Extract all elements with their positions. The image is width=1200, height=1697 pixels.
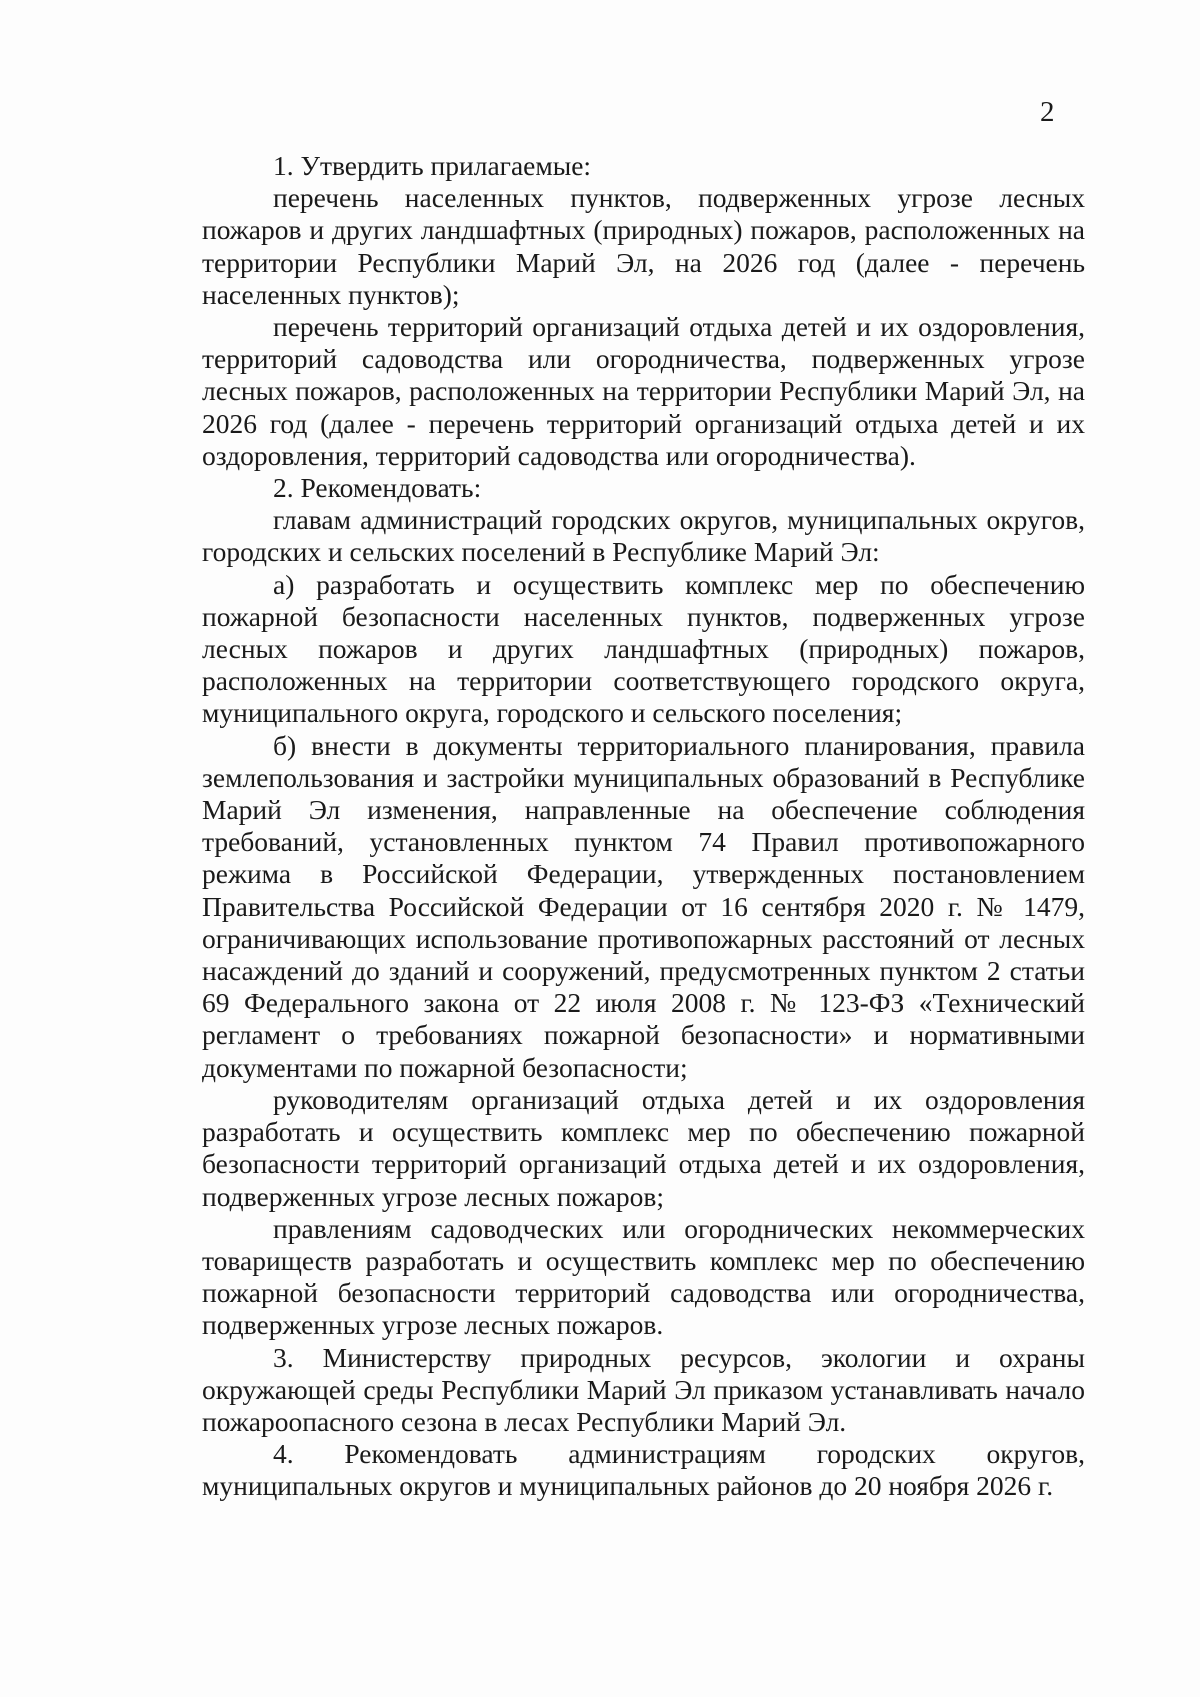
document-body [202, 150, 1085, 1503]
paragraph-heads-of-administrations: главам администраций городских округов, муниципальных округов, городских и сельских поселений в Республике Марий Эл: [202, 504, 1085, 568]
paragraph-recommend: 2. Рекомендовать: [273, 472, 482, 504]
paragraph-ministry: 3. Министерству природных ресурсов, экологии и охраны окружающей среды Республики Марий Эл приказом устанавливать начало пожароопасного сезона в лесах Республики Марий Эл. [202, 1341, 1085, 1437]
paragraph-children-organizations: руководителям организаций отдыха детей и их оздоровления разработать и осуществить комплекс мер по обеспечению пожарной безопасности территорий организаций отдыха детей и их оздоровления, подверженных угрозе лесных пожаров; [202, 1083, 1085, 1212]
paragraph-recommend-administrations: 4. Рекомендовать администрациям городских округов, муниципальных округов и муниципальных районов до 20 ноября 2026 г. [202, 1438, 1085, 1502]
paragraph-settlements-list: перечень населенных пунктов, подверженных угрозе лесных пожаров и других ландшафтных (природных) пожаров, расположенных на территории Республики Марий Эл, на 2026 год (далее - перечень населенных пунктов); [202, 182, 1085, 310]
paragraph-item-a: а) разработать и осуществить комплекс мер по обеспечению пожарной безопасности населенных пунктов, подверженных угрозе лесных пожаров и других ландшафтных (природных) пожаров, расположенных на территории соответствующего городского округа, муниципального округа, городского и сельского поселения; [202, 568, 1085, 729]
paragraph-territories-list: перечень территорий организаций отдыха детей и их оздоровления, территорий садоводства или огородничества, подверженных угрозе лесных пожаров, расположенных на территории Республики Марий Эл, на 2026 год (далее - перечень территорий организаций отдыха детей и их оздоровления, территорий садоводства или огородничества). [202, 311, 1085, 471]
page-number: 2 [1040, 96, 1055, 128]
paragraph-gardening-partnerships: правлениям садоводческих или огороднических некоммерческих товариществ разработать и осуществить комплекс мер по обеспечению пожарной безопасности территорий садоводства или огородничества, подверженных угрозе лесных пожаров. [202, 1212, 1085, 1341]
paragraph-approve: 1. Утвердить прилагаемые: [273, 150, 592, 181]
paragraph-item-b: б) внести в документы территориального планирования, правила землепользования и застройки муниципальных образований в Республике Марий Эл изменения, направленные на обеспечение соблюдения требований, установленных пунктом 74 Правил противопожарного режима в Российской Федерации, утвержденных постановлением Правительства Российской Федерации от 16 сентября 2020 г. № 1479, ограничивающих использование противопожарных расстояний от лесных насаждений до зданий и сооружений, предусмотренных пунктом 2 статьи 69 Федерального закона от 22 июля 2008 г. № 123-ФЗ «Технический регламент о требованиях пожарной безопасности» и нормативными документами по пожарной безопасности; [202, 729, 1085, 1083]
